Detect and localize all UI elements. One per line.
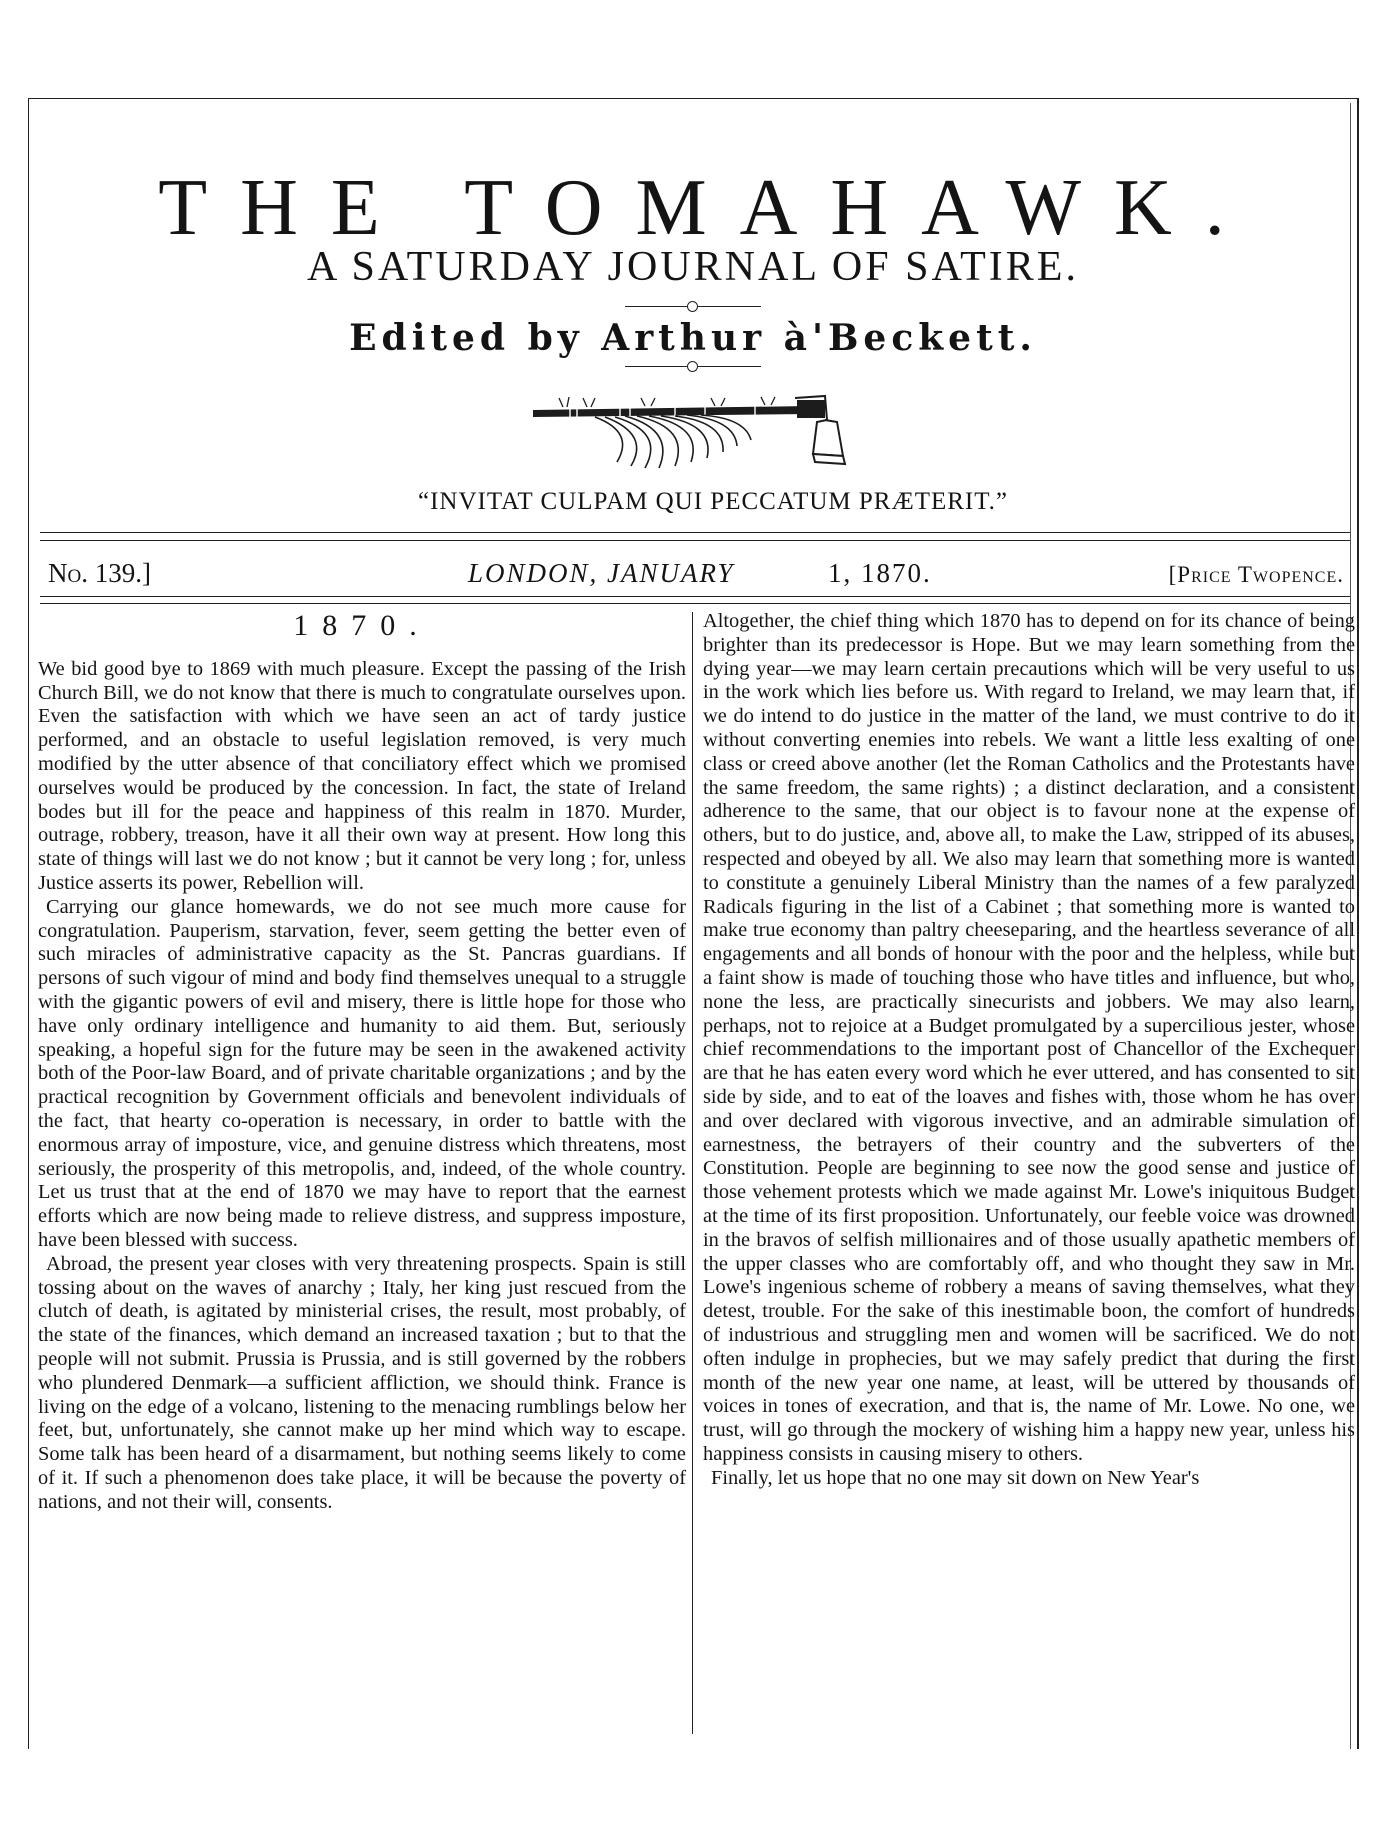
article-title: 1870. <box>293 609 431 642</box>
article-paragraph: We bid good bye to 1869 with much pleasure. Except the passing of the Irish Church Bill, we do not know that there is much to congratulate ourselves upon. Even the satisfaction with which we have seen an act of tardy justice performed, and an obstacle to useful legislation removed, is very much modified by the utter absence of that conciliatory effect which we promised ourselves would be produced by the concession. In fact, the state of Ireland bodes but ill for the peace and happiness of this realm in 1870. Murder, outrage, robbery, treason, have it all their own way at present. How long this state of things will last we do not know ; but it cannot be very long ; for, unless Justice asserts its power, Rebellion will. <box>38 657 686 894</box>
issue-number: No. 139.] <box>48 558 151 588</box>
ornament-rule-bottom <box>625 360 761 372</box>
article-paragraph: Carrying our glance homewards, we do not see much more cause for congratulation. Pauperism, starvation, fever, seem getting the better even of such miracles of administrative capacity as the St. Pancras guardians. If persons of such vigour of mind and body find themselves unequal to a struggle with the gigantic powers of evil and misery, there is little hope for those who have only ordinary intelligence and humanity to aid them. But, seriously speaking, a hopeful sign for the future may be seen in the awakened activity both of the Poor-law Board, and of private charitable organizations ; and by the practical recognition by Government officials and benevolent individuals of the fact, that hearty co-operation is necessary, in order to battle with the enormous array of imposture, vice, and genuine distress which threatens, most seriously, the prosperity of this metropolis, and, indeed, of the whole country. Let us trust that at the end of 1870 we may have to report that the earnest efforts which are now being made to relieve distress, and suppress imposture, have been blessed with success. <box>38 895 686 1251</box>
article-paragraph: Abroad, the present year closes with very threatening prospects. Spain is still tossing about on the waves of anarchy ; Italy, her king just rescued from the clutch of death, is agitated by ministerial crises, the result, most probably, of the state of the finances, which demand an increased taxation ; but to that the people will not submit. Prussia is Prussia, and is still governed by the robbers who plundered Denmark—a sufficient affliction, we should think. France is living on the edge of a volcano, listening to the menacing rumblings below her feet, but, unfortunately, she cannot make up her mind which way to escape. Some talk has been heard of a disarmament, but nothing seems likely to come of it. If such a phenomenon does take place, it will be because the poverty of nations, and not their will, consents. <box>38 1252 686 1513</box>
price: [Price Twopence. <box>1168 562 1344 587</box>
rule-below-issue-2 <box>40 603 1350 604</box>
tomahawk-icon <box>525 392 855 472</box>
ornament-rule-top <box>625 300 761 312</box>
rule-above-issue-2 <box>40 540 1350 541</box>
article-paragraph: Finally, let us hope that no one may sit down on New Year's <box>711 1466 1200 1489</box>
rule-above-issue <box>40 532 1350 533</box>
editor-line: Edited by Arthur à'Beckett. <box>349 317 1037 359</box>
newspaper-subtitle: A SATURDAY JOURNAL OF SATIRE. <box>307 244 1079 290</box>
article-paragraph: Altogether, the chief thing which 1870 has to depend on for its chance of being brighter than its predecessor is Hope. But we may learn something from the dying year—we may learn certain precautions which will be very useful to us in the work which lies before us. With regard to Ireland, we may learn that, if we do intend to do justice in the matter of the land, we must contrive to do it without converting enemies into rebels. We want a little less exalting of one class or creed above another (let the Roman Catholics and the Protestants have the same freedom, the same rights) ; a distinct declaration, and a consistent adherence to the same, that our object is to favour none at the expense of others, but to do justice, and, above all, to make the Law, stripped of its abuses, respected and obeyed by all. We also may learn that something more is wanted to constitute a genuinely Liberal Ministry than the names of a few paralyzed Radicals figuring in the list of a Cabinet ; that something more is wanted to make true economy than paltry cheeseparing, and the heartless severance of all engagements and all bonds of honour with the poor and the helpless, while but a faint show is made of touching those who have titles and influence, but who, none the less, are practically sinecurists and jobbers. We may also learn, perhaps, not to rejoice at a Budget promulgated by a supercilious jester, whose chief recommendations to the important post of Chancellor of the Exchequer are that he has eaten every word which he ever uttered, and has consented to sit side by side, and to eat of the loaves and fishes with, those whom he has over and over declared with vigorous invective, and an admirable simulation of earnestness, the betrayers of their country and the subverters of the Constitution. People are beginning to see now the good sense and justice of those vehement protests which we made against Mr. Lowe's iniquitous Budget at the time of its first proposition. Unfortunately, our feeble voice was drowned in the bravos of selfish millionaires and of those usually apathetic members of the upper classes who are comfortably off, and who thought they saw in Mr. Lowe's ingenious scheme of robbery a means of saving themselves, what they detest, trouble. For the sake of this inestimable boon, the comfort of hundreds of industrious and struggling men and women will be sacrificed. We do not often indulge in prophecies, but we may safely predict that during the first month of the new year one name, at least, will be uttered by thousands of voices in tones of execration, and that is, the name of Mr. Lowe. No one, we trust, will go through the mockery of wishing him a happy new year, unless his happiness consists in causing misery to others. <box>703 610 1355 1465</box>
motto: “INVITAT CULPAM QUI PECCATUM PRÆTERIT.” <box>417 488 1009 515</box>
issue-row <box>48 558 1344 594</box>
dateline-date: 1, 1870. <box>828 558 932 588</box>
rule-below-issue <box>40 596 1350 597</box>
article-column-left <box>38 610 686 1514</box>
newspaper-title: THE TOMAHAWK. <box>158 164 1258 252</box>
article-column-right <box>703 610 1355 1490</box>
dateline-place: LONDON, JANUARY <box>468 558 735 588</box>
column-divider <box>692 612 693 1734</box>
